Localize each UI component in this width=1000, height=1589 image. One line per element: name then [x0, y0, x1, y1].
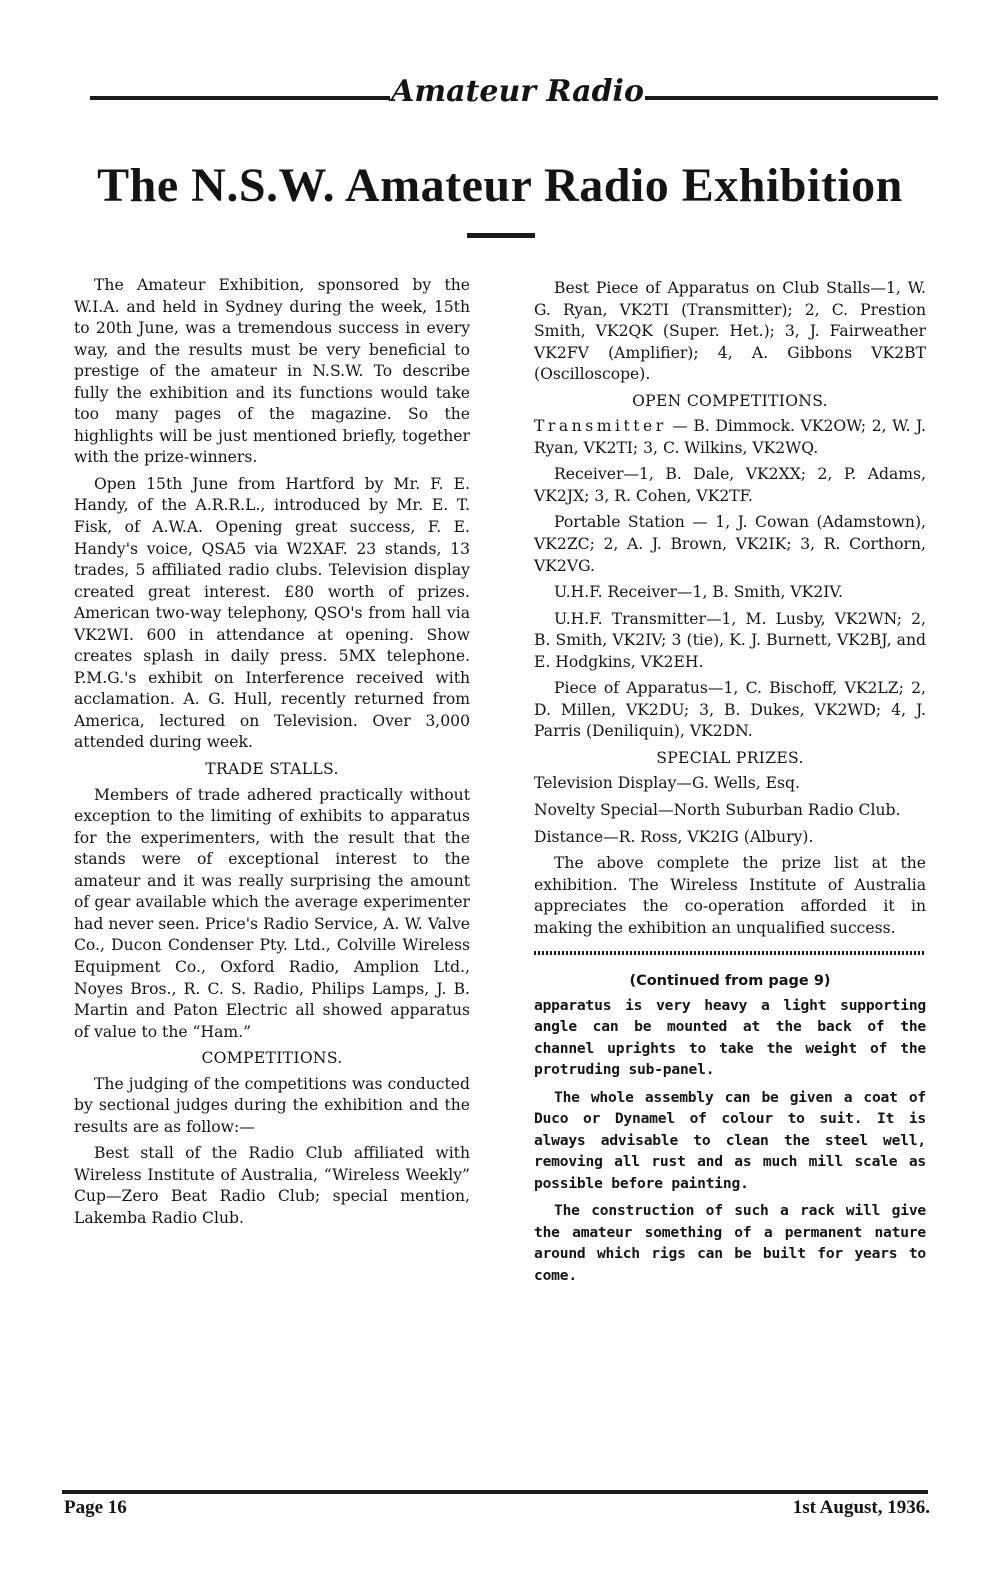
- best-stall-paragraph: Best stall of the Radio Club affiliated with Wireless Institute of Australia, “Wireless Weekly” Cup—Zero Beat Radio Club; special mention, Lakemba Radio Club.: [74, 1144, 470, 1227]
- distance-result: Distance—R. Ross, VK2IG (Albury).: [534, 827, 814, 846]
- closing-paragraph: The above complete the prize list at the exhibition. The Wireless Institute of Australia appreciates the co-operation afforded it in making the exhibition an unqualified success.: [534, 854, 926, 937]
- opening-paragraph: Open 15th June from Hartford by Mr. F. E. Handy, of the A.R.R.L., introduced by Mr. E. T. Fisk, of A.W.A. Opening great success, F. E. Handy's voice, QSA5 via W2XAF. 23 stands, 13 trades, 5 affiliated radio clubs. Television display created great interest. £80 worth of prizes. American two-way telephony, QSO's from hall via VK2WI. 600 in attendance at opening. Show creates splash in daily press. 5MX telephone. P.M.G.'s exhibit on Interference received with acclamation. A. G. Hull, recently returned from America, lectured on Television. Over 3,000 attended during week.: [74, 474, 470, 752]
- transmitter-text: — B. Dimmock. VK2OW; 2, W. J. Ryan, VK2TI; 3, C. Wilkins, VK2WQ.: [534, 417, 926, 457]
- uhf-transmitter-result: U.H.F. Transmitter—1, M. Lusby, VK2WN; 2, B. Smith, VK2IV; 3 (tie), K. J. Burnett, VK2BJ, and E. Hodgkins, VK2EH.: [534, 609, 926, 671]
- piece-of-apparatus-result: Piece of Apparatus—1, C. Bischoff, VK2LZ; 2, D. Millen, VK2DU; 3, B. Dukes, VK2WD; 4, J. Parris (Deniliquin), VK2DN.: [534, 679, 926, 741]
- competitions-heading: COMPETITIONS.: [201, 1049, 343, 1068]
- continued-paragraph-3: The construction of such a rack will give the amateur something of a permanent nature around which rigs can be built for years to come.: [534, 1202, 926, 1284]
- continued-section: [534, 971, 926, 1286]
- receiver-result: Receiver—1, B. Dale, VK2XX; 2, P. Adams, VK2JX; 3, R. Cohen, VK2TF.: [534, 465, 926, 505]
- open-competitions-heading: OPEN COMPETITIONS.: [632, 391, 828, 410]
- masthead: [90, 74, 938, 118]
- tv-display-result: Television Display—G. Wells, Esq.: [534, 774, 800, 793]
- continued-paragraph-1: apparatus is very heavy a light supporting angle can be mounted at the back of the channel uprights to take the weight of the protruding sub-panel.: [534, 996, 926, 1079]
- transmitter-label: Transmitter: [534, 417, 667, 436]
- uhf-receiver-result: U.H.F. Receiver—1, B. Smith, VK2IV.: [554, 583, 843, 602]
- special-prizes-heading: SPECIAL PRIZES.: [656, 748, 804, 767]
- issue-date: 1st August, 1936.: [792, 1497, 930, 1518]
- continued-paragraph-2: The whole assembly can be given a coat of Duco or Dynamel of colour to suit. It is always advisable to clean the steel well, removing all rust and as much mill scale as possible before painting.: [534, 1088, 926, 1192]
- competitions-paragraph: The judging of the competitions was conducted by sectional judges during the exhibition and the results are as follow:—: [74, 1074, 470, 1136]
- novelty-result: Novelty Special—North Suburban Radio Club.: [534, 801, 901, 820]
- trade-stalls-heading: TRADE STALLS.: [205, 760, 339, 779]
- best-piece-paragraph: Best Piece of Apparatus on Club Stalls—1, W. G. Ryan, VK2TI (Transmitter); 2, C. Prestion Smith, VK2QK (Super. Het.); 3, J. Fairweather VK2FV (Amplifier); 4, A. Gibbons VK2BT (Oscilloscope).: [534, 279, 926, 384]
- article-headline: The N.S.W. Amateur Radio Exhibition: [97, 159, 903, 212]
- right-column: [534, 278, 926, 1292]
- left-column: [74, 275, 470, 1235]
- portable-result: Portable Station — 1, J. Cowan (Adamstown), VK2ZC; 2, A. J. Brown, VK2IK; 3, R. Corthorn, VK2VG.: [534, 513, 926, 575]
- intro-paragraph: The Amateur Exhibition, sponsored by the W.I.A. and held in Sydney during the week, 15th to 20th June, was a tremendous success in every way, and the results must be very beneficial to prestige of the amateur in N.S.W. To describe fully the exhibition and its functions would take too many pages of the magazine. So the highlights will be just mentioned briefly, together with the prize-winners.: [74, 276, 470, 467]
- dotted-divider: [534, 951, 926, 955]
- continued-heading: (Continued from page 9): [629, 973, 831, 990]
- masthead-rule-right: [645, 96, 938, 100]
- masthead-rule-left: [90, 96, 390, 100]
- masthead-title: Amateur Radio: [391, 74, 644, 109]
- page-number: Page 16: [64, 1497, 127, 1518]
- footer-rule: [62, 1490, 928, 1494]
- trade-stalls-paragraph: Members of trade adhered practically without exception to the limiting of exhibits to apparatus for the experimenters, with the result that the stands were of exceptional interest to the amateur and it was really surprising the amount of gear available which the average experimenter had never seen. Price's Radio Service, A. W. Valve Co., Ducon Condenser Pty. Ltd., Colville Wireless Equipment Co., Oxford Radio, Amplion Ltd., Noyes Bros., R. C. S. Radio, Philips Lamps, J. B. Martin and Paton Electric all showed apparatus of value to the “Ham.”: [74, 785, 470, 1041]
- transmitter-result: [534, 416, 926, 459]
- headline-divider: [467, 233, 535, 238]
